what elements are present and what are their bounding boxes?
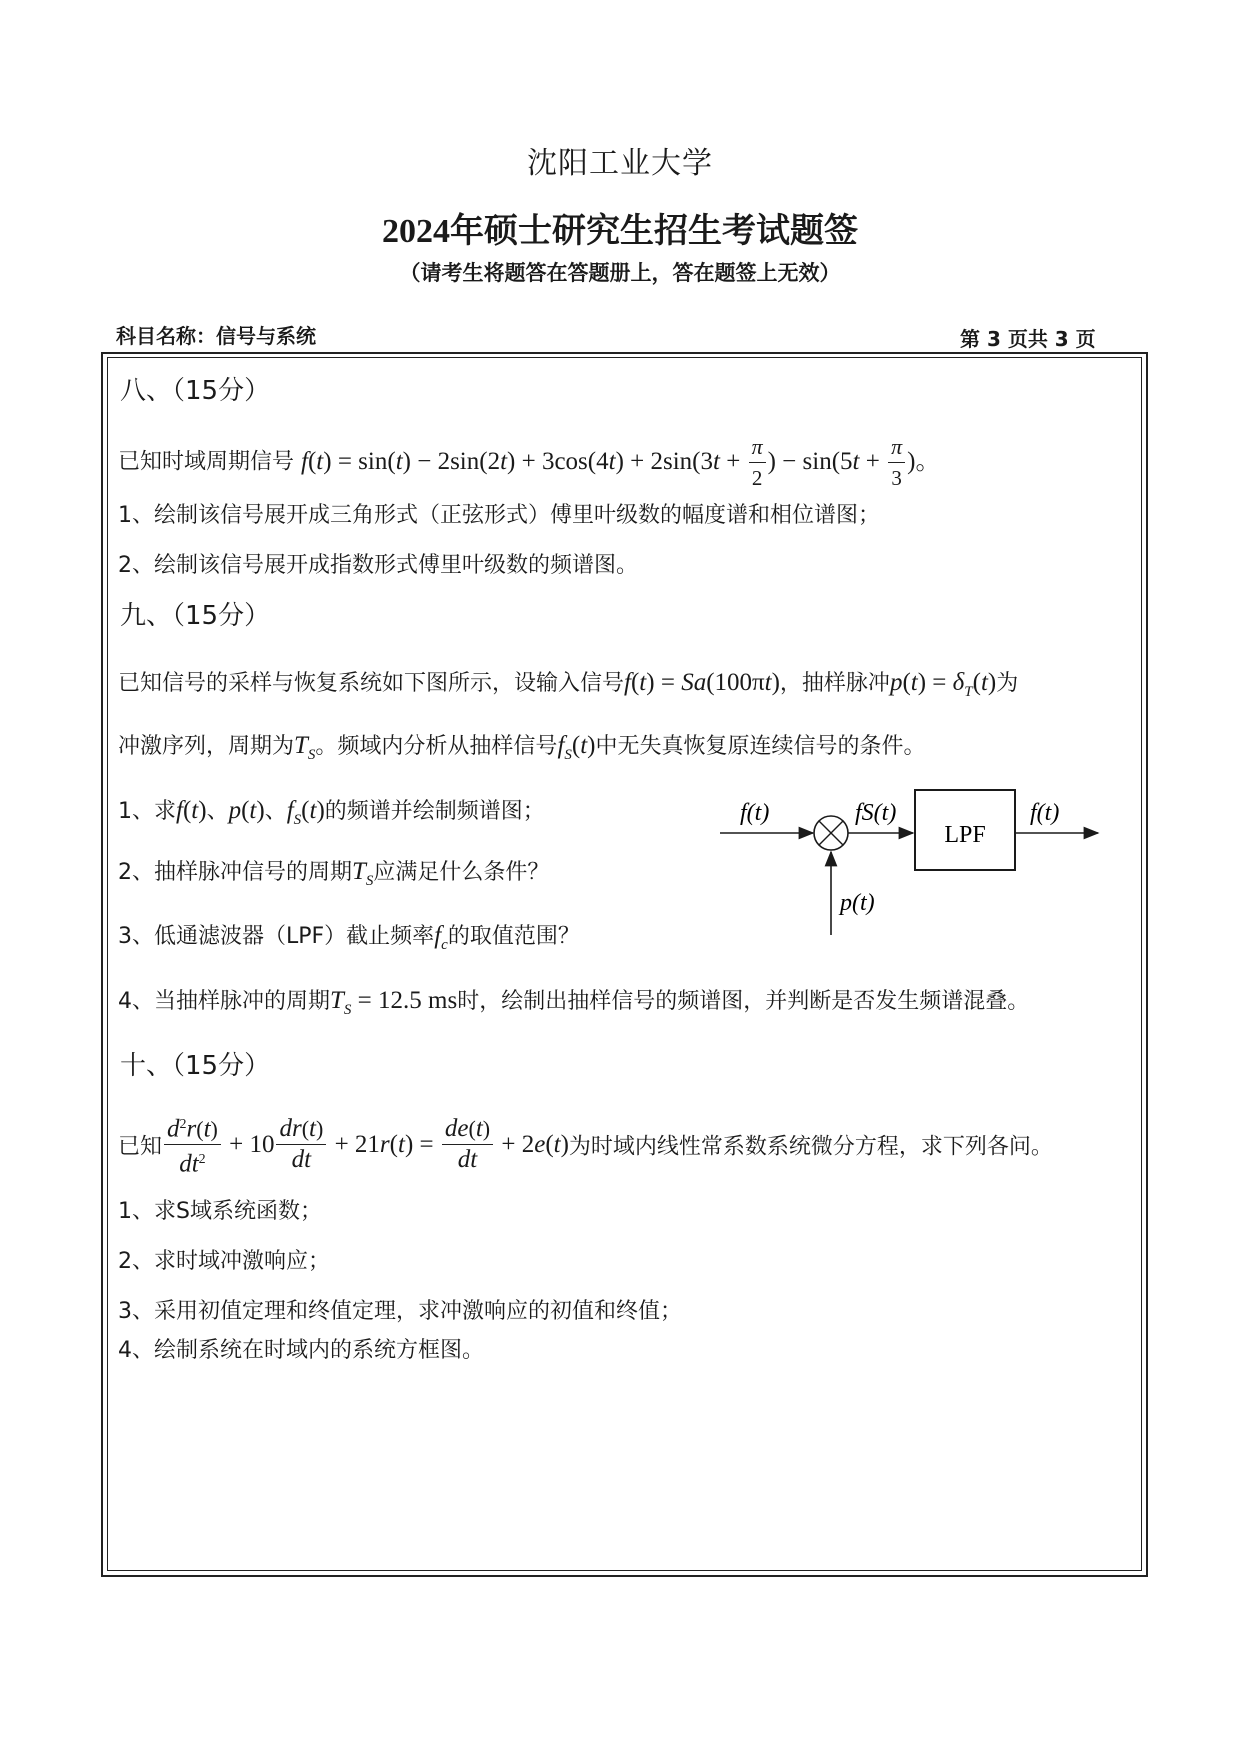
q8-heading: 八、（15分） [120, 376, 271, 406]
q9-item2-a: 2、抽样脉冲信号的周期 [118, 860, 352, 885]
exam-title: 2024年硕士研究生招生考试题签 [382, 213, 858, 250]
q10-item-4: 4、绘制系统在时域内的系统方框图。 [118, 1338, 484, 1363]
exam-notice: （请考生将题答在答题册上，答在题签上无效） [399, 261, 841, 285]
q9-item1-a: 1、求 [118, 799, 176, 824]
q9-item4-b: 时，绘制出抽样信号的频谱图，并判断是否发生频谱混叠。 [457, 989, 1030, 1014]
university-name: 沈阳工业大学 [527, 146, 713, 181]
q9-item-2: 2、抽样脉冲信号的周期$T_S$应满足什么条件？ [118, 858, 550, 889]
subject-name: 科目名称：信号与系统 [116, 324, 316, 348]
q9-item-4: 4、当抽样脉冲的周期$T_S = 12.5$ ms时，绘制出抽样信号的频谱图，并判断是否发生频谱混叠。 [118, 987, 1030, 1018]
q8-stem-prefix: 已知时域周期信号 [118, 449, 295, 475]
q9-item2-b: 应满足什么条件？ [373, 860, 550, 885]
q8-item-2: 2、绘制该信号展开成指数形式傅里叶级数的频谱图。 [118, 553, 638, 578]
q10-stem: 已知 $\frac{d^2r(t)}{dt^2}$ + 10 $\frac{dr(t)}{dt}$ + 21r(t) = $\frac{de(t)}{dt}$ + 2e(t)为时域内线性常系数系统微分方程，求下列各问。 [118, 1110, 1053, 1180]
q9-stem-line-2: 冲激序列，周期为$T_S$。频域内分析从抽样信号$f_S(t)$中无失真恢复原连续信号的条件。 [118, 732, 926, 763]
q10-stem-prefix: 已知 [118, 1134, 163, 1160]
q9-item-1: 1、求f(t)、p(t)、$f_S(t)$的频谱并绘制频谱图； [118, 797, 545, 828]
q8-stem [118, 432, 940, 493]
output-label: f(t) [1030, 800, 1060, 826]
q9-item3-a: 3、低通滤波器（LPF）截止频率 [118, 924, 435, 949]
pulse-label: p(t) [840, 890, 875, 916]
q9-stem1-b: ，抽样脉冲 [779, 671, 890, 696]
q9-item1-b: 的频谱并绘制频谱图； [324, 799, 545, 824]
q10-item-3: 3、采用初值定理和终值定理，求冲激响应的初值和终值； [118, 1299, 682, 1324]
q9-heading: 九、（15分） [120, 601, 271, 631]
q9-item3-b: 的取值范围？ [447, 924, 580, 949]
content-frame-inner [107, 357, 1142, 1571]
q9-stem1-c: 为 [996, 671, 1019, 696]
sampled-label: fS(t) [855, 800, 897, 826]
q9-stem1-a: 已知信号的采样与恢复系统如下图所示，设输入信号 [118, 671, 625, 696]
q10-heading: 十、（15分） [120, 1051, 271, 1081]
q10-item-1: 1、求S域系统函数； [118, 1199, 322, 1224]
lpf-label: LPF [944, 822, 986, 848]
input-label: f(t) [740, 800, 770, 826]
q9-stem2-c: 中无失真恢复原连续信号的条件。 [595, 734, 926, 759]
q9-item-3: 3、低通滤波器（LPF）截止频率$f_c$的取值范围？ [118, 922, 580, 953]
q8-equation: f(t) = sin(t) − 2sin(2t) + 3cos(4t) + 2sin(3t + $\frac{\pi}{2}$ ) − sin(5t + $\frac{\pi}{3}$ )。 [301, 434, 941, 490]
sampling-system-diagram [720, 775, 1120, 955]
q9-stem-line-1: 已知信号的采样与恢复系统如下图所示，设输入信号f(t) = Sa(100πt)，抽样脉冲$p(t) = \delta_T(t)$为 [118, 669, 1019, 700]
page-info: 第 3 页共 3 页 [960, 327, 1096, 351]
q10-stem-suffix: 为时域内线性常系数系统微分方程，求下列各问。 [568, 1134, 1053, 1160]
q9-stem2-b: 。频域内分析从抽样信号 [315, 734, 558, 759]
q8-item-1: 1、绘制该信号展开成三角形式（正弦形式）傅里叶级数的幅度谱和相位谱图； [118, 503, 880, 528]
q9-item4-a: 4、当抽样脉冲的周期 [118, 989, 330, 1014]
q10-item-2: 2、求时域冲激响应； [118, 1249, 330, 1274]
q9-stem2-a: 冲激序列，周期为 [118, 734, 295, 759]
